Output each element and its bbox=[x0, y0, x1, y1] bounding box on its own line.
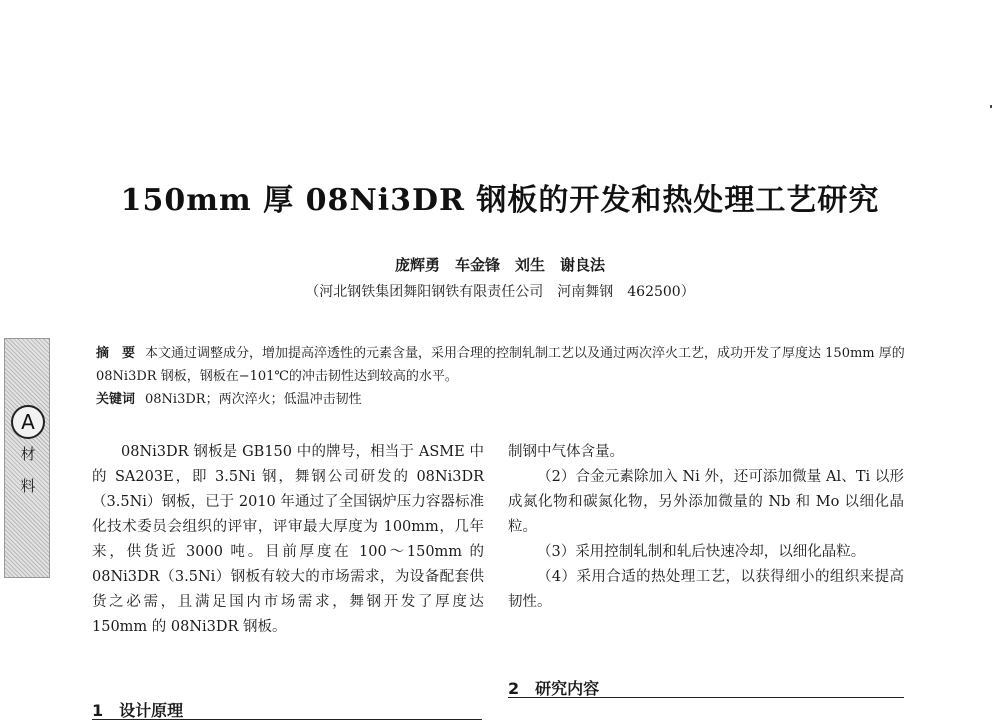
left-column bbox=[92, 440, 484, 640]
section-divider bbox=[508, 697, 904, 698]
abstract-label: 摘 要 bbox=[96, 346, 136, 361]
list-item: （3）采用控制轧制和轧后快速冷却，以细化晶粒。 bbox=[537, 544, 866, 560]
intro-paragraph: 08Ni3DR 钢板是 GB150 中的牌号，相当于 ASME 中的 SA203E，即 3.5Ni 钢，舞钢公司研发的 08Ni3DR（3.5Ni）钢板，已于 2010 年通过了全国锅炉压力容器标准化技术委员会组织的评审，评审最大厚度为 100mm，几年来，供货近 3000 吨。目前厚度在 100～150mm 的 08Ni3DR（3.5Ni）钢板有较大的市场需求，为设备配套供货之必需，且满足国内市场需求，舞钢开发了厚度达 150mm 的 08Ni3DR 钢板。 bbox=[92, 444, 484, 635]
category-side-tab bbox=[4, 338, 50, 578]
affiliation: （河北钢铁集团舞阳钢铁有限责任公司 河南舞钢 462500） bbox=[305, 284, 695, 300]
list-item: （4）采用合适的热处理工艺，以获得细小的组织来提高韧性。 bbox=[508, 569, 904, 610]
category-char: 料 bbox=[20, 477, 36, 495]
category-badge-icon: A bbox=[11, 405, 45, 439]
author-list: 庞辉勇 车金锋 刘生 谢良法 bbox=[394, 256, 605, 274]
abstract bbox=[96, 342, 906, 388]
keywords bbox=[96, 388, 906, 411]
abstract-text: 本文通过调整成分，增加提高淬透性的元素含量，采用合理的控制轧制工艺以及通过两次淬火工艺，成功开发了厚度达 150mm 厚的 08Ni3DR 钢板，钢板在−101℃的冲击韧性达到较高的水平。 bbox=[96, 346, 905, 384]
list-item: （2）合金元素除加入 Ni 外，还可添加微量 Al、Ti 以形成氮化物和碳氮化物，另外添加微量的 Nb 和 Mo 以细化晶粒。 bbox=[508, 469, 904, 535]
keywords-text: 08Ni3DR；两次淬火；低温冲击韧性 bbox=[145, 392, 362, 407]
category-char: 材 bbox=[20, 445, 36, 463]
paper-title: 150mm 厚 08Ni3DR 钢板的开发和热处理工艺研究 bbox=[120, 183, 880, 218]
section-heading-2: 2 研究内容 bbox=[508, 679, 600, 698]
section-heading-1: 1 设计原理 bbox=[92, 701, 184, 720]
scan-artifact bbox=[990, 105, 992, 108]
section-divider bbox=[92, 719, 482, 720]
abstract-block bbox=[96, 342, 906, 411]
right-column bbox=[508, 440, 904, 615]
keywords-label: 关键词 bbox=[96, 392, 136, 407]
continuation-text: 制钢中气体含量。 bbox=[508, 444, 624, 460]
